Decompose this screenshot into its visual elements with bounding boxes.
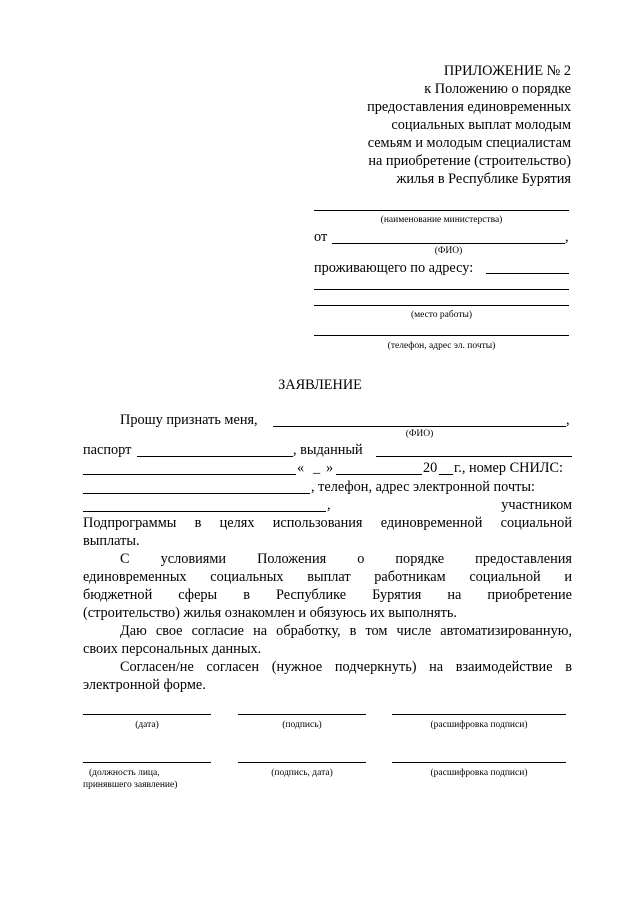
snils-field[interactable] — [83, 493, 310, 494]
official-decoding-field[interactable] — [392, 762, 566, 763]
request-fio-field[interactable] — [273, 426, 566, 427]
official-signature-caption: (подпись, дата) — [271, 768, 333, 778]
signature-field[interactable] — [238, 714, 366, 715]
date-year-field[interactable] — [439, 474, 453, 475]
agree-line-2: электронной форме. — [83, 677, 206, 693]
passport-number-field[interactable] — [137, 456, 293, 457]
date-caption: (дата) — [135, 720, 159, 730]
issued-label: , выданный — [293, 442, 363, 458]
fio-caption: (ФИО) — [434, 246, 463, 256]
issued-by-field[interactable] — [376, 456, 572, 457]
snils-label: г., номер СНИЛС: — [454, 460, 564, 476]
comma: , — [327, 497, 331, 513]
signature-decoding-field[interactable] — [392, 714, 566, 715]
contacts-field[interactable] — [314, 335, 569, 336]
workplace-caption: (место работы) — [410, 310, 473, 320]
contacts-caption: (телефон, адрес эл. почты) — [387, 341, 496, 351]
date-open-quote: « — [297, 460, 305, 476]
statement-title: ЗАЯВЛЕНИЕ — [278, 377, 362, 393]
applicant-fio-field[interactable] — [332, 243, 565, 244]
address-field[interactable] — [486, 273, 569, 274]
address-label: проживающего по адресу: — [314, 260, 474, 276]
phone-email-label: , телефон, адрес электронной почты: — [311, 479, 535, 495]
appendix-title: ПРИЛОЖЕНИЕ № 2 — [443, 63, 571, 79]
appendix-line: к Положению о порядке — [424, 81, 571, 97]
signature-caption: (подпись) — [282, 720, 322, 730]
comma: , — [565, 229, 569, 245]
official-position-field[interactable] — [83, 762, 211, 763]
year-prefix: 20 — [423, 460, 438, 476]
appendix-line: предоставления единовременных — [367, 99, 571, 115]
date-signature-field[interactable] — [83, 714, 211, 715]
familiar-line-2: единовременных социальных выплат работникам социальной и — [83, 569, 572, 585]
date-month-field[interactable] — [336, 474, 422, 475]
signature-decoding-caption: (расшифровка подписи) — [430, 720, 528, 730]
appendix-line: на приобретение (строительство) — [368, 153, 571, 169]
workplace-field[interactable] — [314, 305, 569, 306]
official-signature-field[interactable] — [238, 762, 366, 763]
date-close-quote: » — [326, 460, 334, 476]
appendix-line: семьям и молодым специалистам — [367, 135, 571, 151]
familiar-line-3: бюджетной сферы в Республике Бурятия на приобретение — [83, 587, 572, 603]
ministry-field[interactable] — [314, 210, 569, 211]
address-field-line2[interactable] — [314, 289, 569, 290]
appendix-line: жилья в Республике Бурятия — [396, 171, 571, 187]
phone-email-field[interactable] — [83, 511, 326, 512]
ministry-caption: (наименование министерства) — [380, 215, 503, 225]
comma: , — [566, 412, 570, 428]
familiar-line-4: (строительство) жилья ознакомлен и обязуюсь их выполнять. — [83, 605, 457, 621]
agree-line-1: Согласен/не согласен (нужное подчеркнуть) на взаимодействие в — [120, 659, 572, 675]
familiar-line-1: С условиями Положения о порядке предоставления — [120, 551, 572, 567]
appendix-line: социальных выплат молодым — [391, 117, 571, 133]
consent-line-1: Даю свое согласие на обработку, в том числе автоматизированную, — [120, 623, 572, 639]
official-position-caption-1: (должность лица, — [89, 768, 160, 778]
participant-word: участником — [501, 497, 572, 513]
from-label: от — [314, 229, 328, 245]
consent-line-2: своих персональных данных. — [83, 641, 262, 657]
date-day-field[interactable]: _ — [313, 460, 321, 476]
official-position-caption-2: принявшего заявление) — [83, 780, 178, 790]
issued-by-field-line2[interactable] — [83, 474, 296, 475]
request-fio-caption: (ФИО) — [405, 429, 434, 439]
passport-label: паспорт — [83, 442, 132, 458]
official-decoding-caption: (расшифровка подписи) — [430, 768, 528, 778]
participation-line: Подпрограммы в целях использования единовременной социальной — [83, 515, 572, 531]
payment-tail: выплаты. — [83, 533, 140, 549]
request-prefix: Прошу признать меня, — [120, 412, 258, 428]
